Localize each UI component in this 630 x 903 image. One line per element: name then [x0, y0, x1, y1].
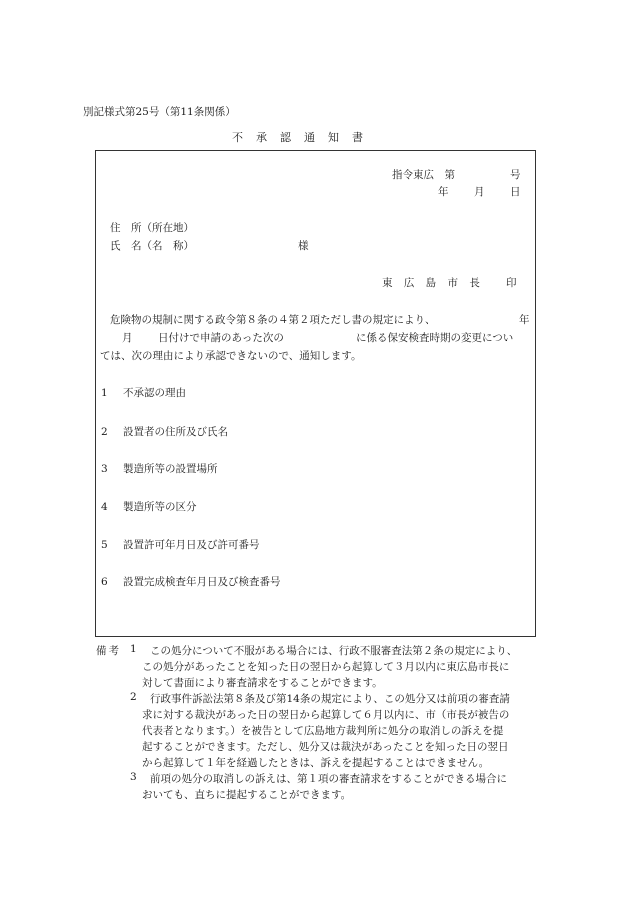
issuer-seal: 印	[506, 277, 517, 289]
note-2-line-4: 起することができます。ただし、処分又は裁決があったことを知った日の翌日	[142, 741, 509, 753]
note-2-line-1: 行政事件訴訟法第８条及び第14条の規定により、この処分又は前項の審査請	[150, 693, 510, 705]
item-number: 5	[101, 539, 108, 551]
document-number-suffix: 号	[510, 169, 521, 181]
item-number: 1	[101, 387, 108, 399]
note-2-line-3: 代表者となります。）を被告として広島地方裁判所に処分の取消しの訴えを提	[142, 725, 504, 737]
honorific: 様	[298, 240, 309, 252]
note-1-line-3: 対して書面により審査請求をすることができます。	[142, 677, 383, 689]
body-line-1-year: 年	[519, 314, 530, 326]
document-title: 不承認通知書	[232, 131, 376, 144]
list-item	[101, 499, 197, 514]
item-label: 不承認の理由	[123, 387, 186, 399]
body-line-2: 日付けで申請のあった次の	[158, 332, 284, 344]
item-number: 3	[101, 463, 108, 475]
document-number-prefix: 指令東広 第	[392, 169, 455, 181]
body-line-2-tail: に係る保安検査時期の変更につい	[356, 332, 514, 344]
note-3-line-1: 前項の処分の取消しの訴えは、第１項の審査請求をすることができる場合に	[150, 773, 507, 785]
note-2-line-2: 求に対する裁決があった日の翌日から起算して６月以内に、市（市長が被告の	[142, 709, 510, 721]
body-line-2-month: 月	[122, 332, 133, 344]
note-1-number: 1	[130, 643, 137, 655]
note-2-number: 2	[130, 691, 137, 703]
body-line-1: 危険物の規制に関する政令第８条の４第２項ただし書の規定により、	[110, 314, 436, 326]
list-item	[101, 461, 218, 476]
list-item	[101, 385, 186, 400]
item-label: 設置許可年月日及び許可番号	[123, 539, 260, 551]
list-item	[101, 537, 260, 552]
note-1-line-1: この処分について不服がある場合には、行政不服審査法第２条の規定により、	[150, 645, 518, 657]
address-label: 住 所（所在地）	[110, 222, 194, 234]
item-number: 2	[101, 426, 108, 438]
note-2-line-5: から起算して１年を経過したときは、訴えを提起することはできません。	[142, 757, 490, 769]
date-year: 年	[438, 186, 449, 198]
item-number: 4	[101, 501, 108, 513]
note-3-number: 3	[130, 771, 137, 783]
item-label: 製造所等の設置場所	[123, 463, 218, 475]
item-number: 6	[101, 576, 108, 588]
name-label: 氏 名（名 称）	[110, 240, 194, 252]
form-label: 別記様式第25号（第11条関係）	[83, 106, 236, 118]
list-item	[101, 424, 228, 439]
body-line-3: ては、次の理由により承認できないので、通知します。	[100, 350, 362, 362]
issuer-name: 東 広 島 市 長	[382, 277, 484, 289]
list-item	[101, 574, 281, 589]
notes-label: 備考	[96, 645, 121, 657]
date-day: 日	[510, 186, 521, 198]
note-3-line-2: おいても、直ちに提起することができます。	[142, 789, 352, 801]
item-label: 製造所等の区分	[123, 501, 197, 513]
item-label: 設置者の住所及び氏名	[123, 426, 228, 438]
item-label: 設置完成検査年月日及び検査番号	[123, 576, 281, 588]
note-1-line-2: この処分があったことを知った日の翌日から起算して３月以内に東広島市長に	[142, 661, 510, 673]
date-month: 月	[474, 186, 485, 198]
